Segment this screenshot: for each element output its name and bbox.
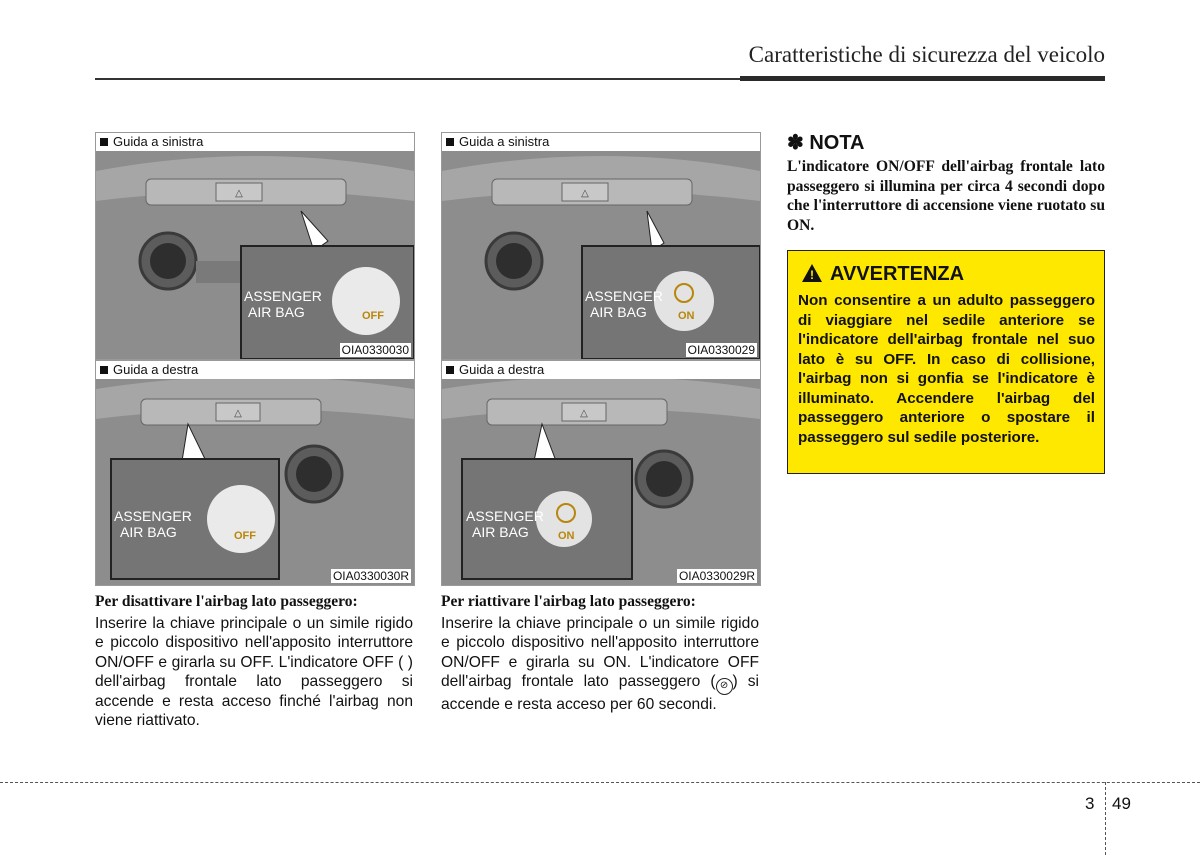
svg-text:△: △ <box>234 408 242 419</box>
panel-label-line2: AIR BAG <box>472 524 529 540</box>
panel-label-line2: AIR BAG <box>248 304 305 320</box>
note-title: ✽ NOTA <box>787 132 865 154</box>
deactivate-heading: Per disattivare l'airbag lato passeggero: <box>95 593 358 610</box>
warning-triangle-icon: ! <box>802 264 822 282</box>
figure-rhd-on <box>441 360 761 586</box>
figure-lhd-off <box>95 132 415 360</box>
figure-code: OIA0330029 <box>687 343 755 357</box>
figure-code: OIA0330030R <box>332 569 409 583</box>
figure-lhd-on <box>441 132 761 360</box>
panel-label-line1: ASSENGER <box>114 508 192 524</box>
note-body: L'indicatore ON/OFF dell'airbag frontale lato passeggero si illumina per circa 4 secondi dopo che l'interruttore di accensione viene ruotato su ON. <box>787 158 1105 234</box>
warning-box <box>787 250 1105 474</box>
bullet-square-icon <box>100 138 108 146</box>
bullet-square-icon <box>100 366 108 374</box>
footer-rule <box>0 782 1200 783</box>
warning-body: Non consentire a un adulto passeggero di viaggiare nel sedile anteriore se l'indicatore dell'airbag frontale nel suo lato è su OFF. In caso di collisione, l'airbag non si gonfia se l'indicatore è illuminato. Accendere l'airbag del passeggero anteriore o spostare il passeggero sul sedile posteriore. <box>798 292 1095 446</box>
panel-label-line1: ASSENGER <box>244 288 322 304</box>
indicator-label: ON <box>558 530 575 542</box>
reactivate-body-start: Inserire la chiave principale o un simile rigido e piccolo dispositivo nell'apposito interruttore ON/OFF e girarla su ON. L'indicatore OFF dell'airbag frontale lato passeggero ( <box>441 614 759 690</box>
dashboard-illustration <box>96 151 414 359</box>
dashboard-illustration <box>442 379 760 585</box>
svg-text:△: △ <box>580 408 588 419</box>
figure-caption: Guida a sinistra <box>442 133 760 151</box>
deactivate-body: Inserire la chiave principale o un simile rigido e piccolo dispositivo nell'apposito interruttore ON/OFF e girarla su OFF. L'indicatore OFF ( ) dell'airbag frontale lato passeggero si accende e resta acceso finché l'airbag non viene riattivato. <box>95 614 413 729</box>
svg-text:△: △ <box>581 188 589 199</box>
figure-code: OIA0330030 <box>341 343 409 357</box>
dashboard-illustration <box>442 151 760 359</box>
section-number: 3 <box>1085 794 1095 813</box>
figure-code: OIA0330029R <box>678 569 755 583</box>
indicator-label: OFF <box>362 310 384 322</box>
panel-label-line1: ASSENGER <box>466 508 544 524</box>
figure-caption: Guida a destra <box>442 361 760 379</box>
airbag-off-indicator-icon: ⊘ <box>716 678 733 695</box>
panel-label-line1: ASSENGER <box>585 288 663 304</box>
panel-label-line2: AIR BAG <box>590 304 647 320</box>
dashboard-illustration <box>96 379 414 585</box>
indicator-label: OFF <box>234 530 256 542</box>
reactivate-heading: Per riattivare l'airbag lato passeggero: <box>441 593 696 610</box>
figure-rhd-off <box>95 360 415 586</box>
footer-divider <box>1105 782 1106 855</box>
page-header-title: Caratteristiche di sicurezza del veicolo <box>748 42 1105 67</box>
page-number: 49 <box>1112 794 1131 813</box>
panel-label-line2: AIR BAG <box>120 524 177 540</box>
bullet-square-icon <box>446 138 454 146</box>
bullet-square-icon <box>446 366 454 374</box>
figure-caption: Guida a destra <box>96 361 414 379</box>
warning-title: ! AVVERTENZA <box>802 263 964 286</box>
header-rule-accent <box>740 76 1105 81</box>
figure-caption: Guida a sinistra <box>96 133 414 151</box>
reactivate-body-end: ) si accende e resta acceso per 60 secondi. <box>441 673 759 713</box>
deactivate-instructions <box>95 592 413 731</box>
indicator-label: ON <box>678 310 695 322</box>
reactivate-instructions <box>441 592 759 715</box>
svg-text:△: △ <box>235 188 243 199</box>
